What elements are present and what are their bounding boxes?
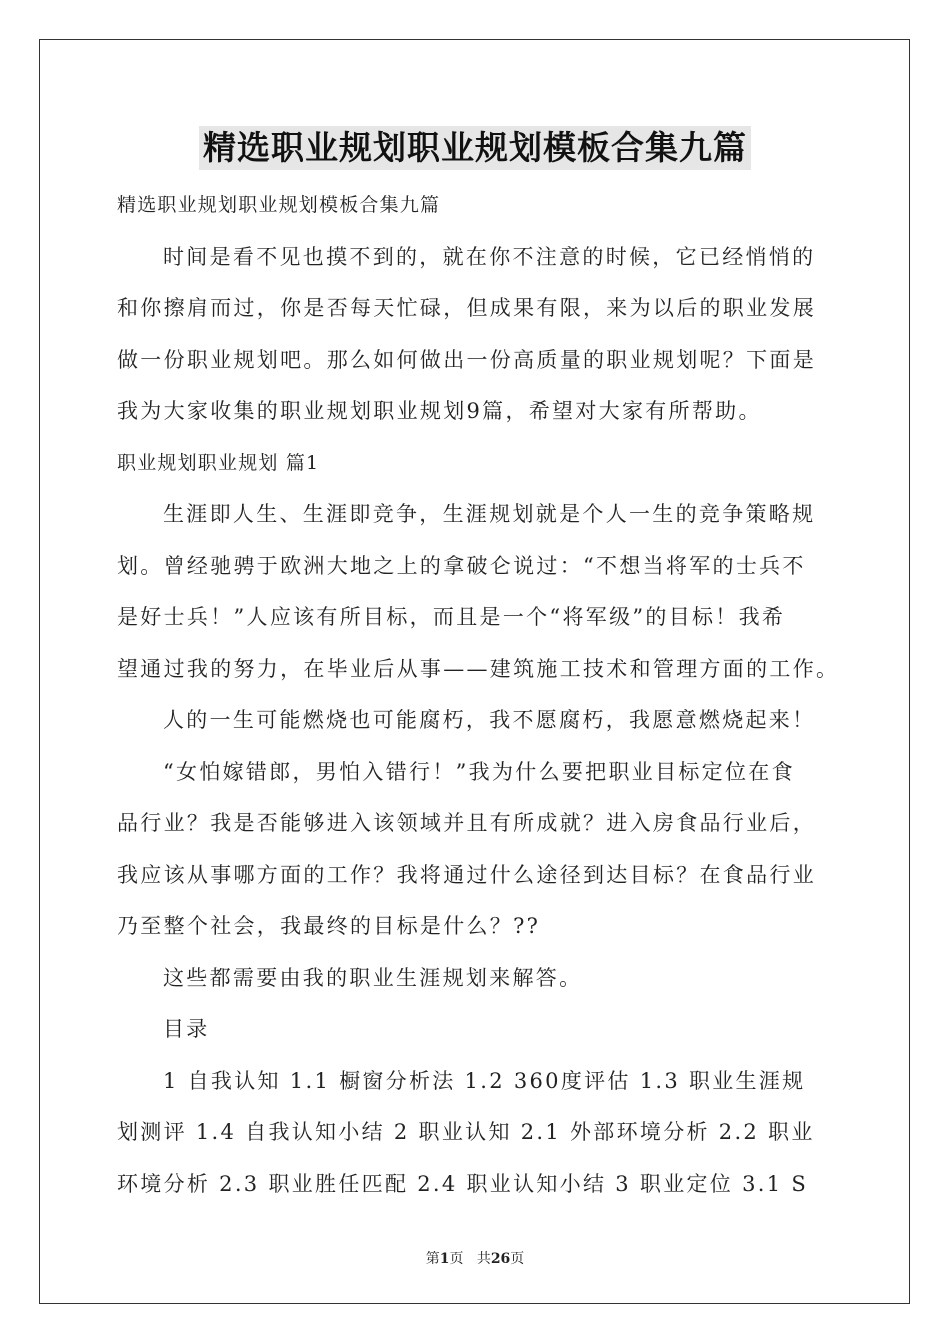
paragraph-line: 时间是看不见也摸不到的，就在你不注意的时候，它已经悄悄的	[163, 244, 816, 269]
toc-line: 1 自我认知 1.1 橱窗分析法 1.2 360度评估 1.3 职业生涯规	[163, 1068, 806, 1093]
section-heading: 职业规划职业规划 篇1	[117, 451, 320, 474]
paragraph-line: 品行业？我是否能够进入该领域并且有所成就？进入房食品行业后，	[117, 811, 816, 835]
paragraph-line: 划。曾经驰骋于欧洲大地之上的拿破仑说过：“不想当将军的士兵不	[117, 553, 806, 578]
paragraph-line: 望通过我的努力，在毕业后从事——建筑施工技术和管理方面的工作。	[117, 656, 840, 681]
page-prefix: 第	[425, 1251, 440, 1267]
toc-heading: 目录	[163, 1017, 210, 1041]
title-text: 精选职业规划职业规划模板合集九篇	[199, 126, 751, 170]
toc-line: 划测评 1.4 自我认知小结 2 职业认知 2.1 外部环境分析 2.2 职业	[117, 1120, 815, 1144]
paragraph-line: 人的一生可能燃烧也可能腐朽，我不愿腐朽，我愿意燃烧起来！	[163, 708, 816, 732]
page-footer	[0, 1248, 950, 1268]
total-prefix: 共	[476, 1251, 491, 1267]
paragraph-line: 是好士兵！”人应该有所目标，而且是一个“将军级”的目标！我希	[117, 605, 786, 629]
paragraph-line: 生涯即人生、生涯即竞争，生涯规划就是个人一生的竞争策略规	[163, 502, 816, 526]
total-pages: 26	[490, 1251, 511, 1267]
subtitle-line: 精选职业规划职业规划模板合集九篇	[117, 194, 441, 216]
paragraph-line: “女怕嫁错郎，男怕入错行！”我为什么要把职业目标定位在食	[163, 759, 795, 784]
page-suffix: 页	[449, 1251, 464, 1267]
page-number: 1	[439, 1251, 450, 1267]
paragraph-line: 我为大家收集的职业规划职业规划9篇，希望对大家有所帮助。	[117, 399, 762, 423]
toc-line: 环境分析 2.3 职业胜任匹配 2.4 职业认知小结 3 职业定位 3.1 S	[117, 1171, 809, 1196]
paragraph-line: 和你擦肩而过，你是否每天忙碌，但成果有限，来为以后的职业发展	[117, 296, 816, 320]
document-body	[117, 180, 839, 1210]
document-title	[0, 126, 950, 170]
paragraph-line: 做一份职业规划吧。那么如何做出一份高质量的职业规划呢？下面是	[117, 347, 816, 372]
paragraph-line: 这些都需要由我的职业生涯规划来解答。	[163, 965, 583, 990]
paragraph-line: 我应该从事哪方面的工作？我将通过什么途径到达目标？在食品行业	[117, 862, 816, 887]
total-suffix: 页	[510, 1251, 525, 1267]
paragraph-line: 乃至整个社会，我最终的目标是什么？??	[117, 914, 541, 938]
